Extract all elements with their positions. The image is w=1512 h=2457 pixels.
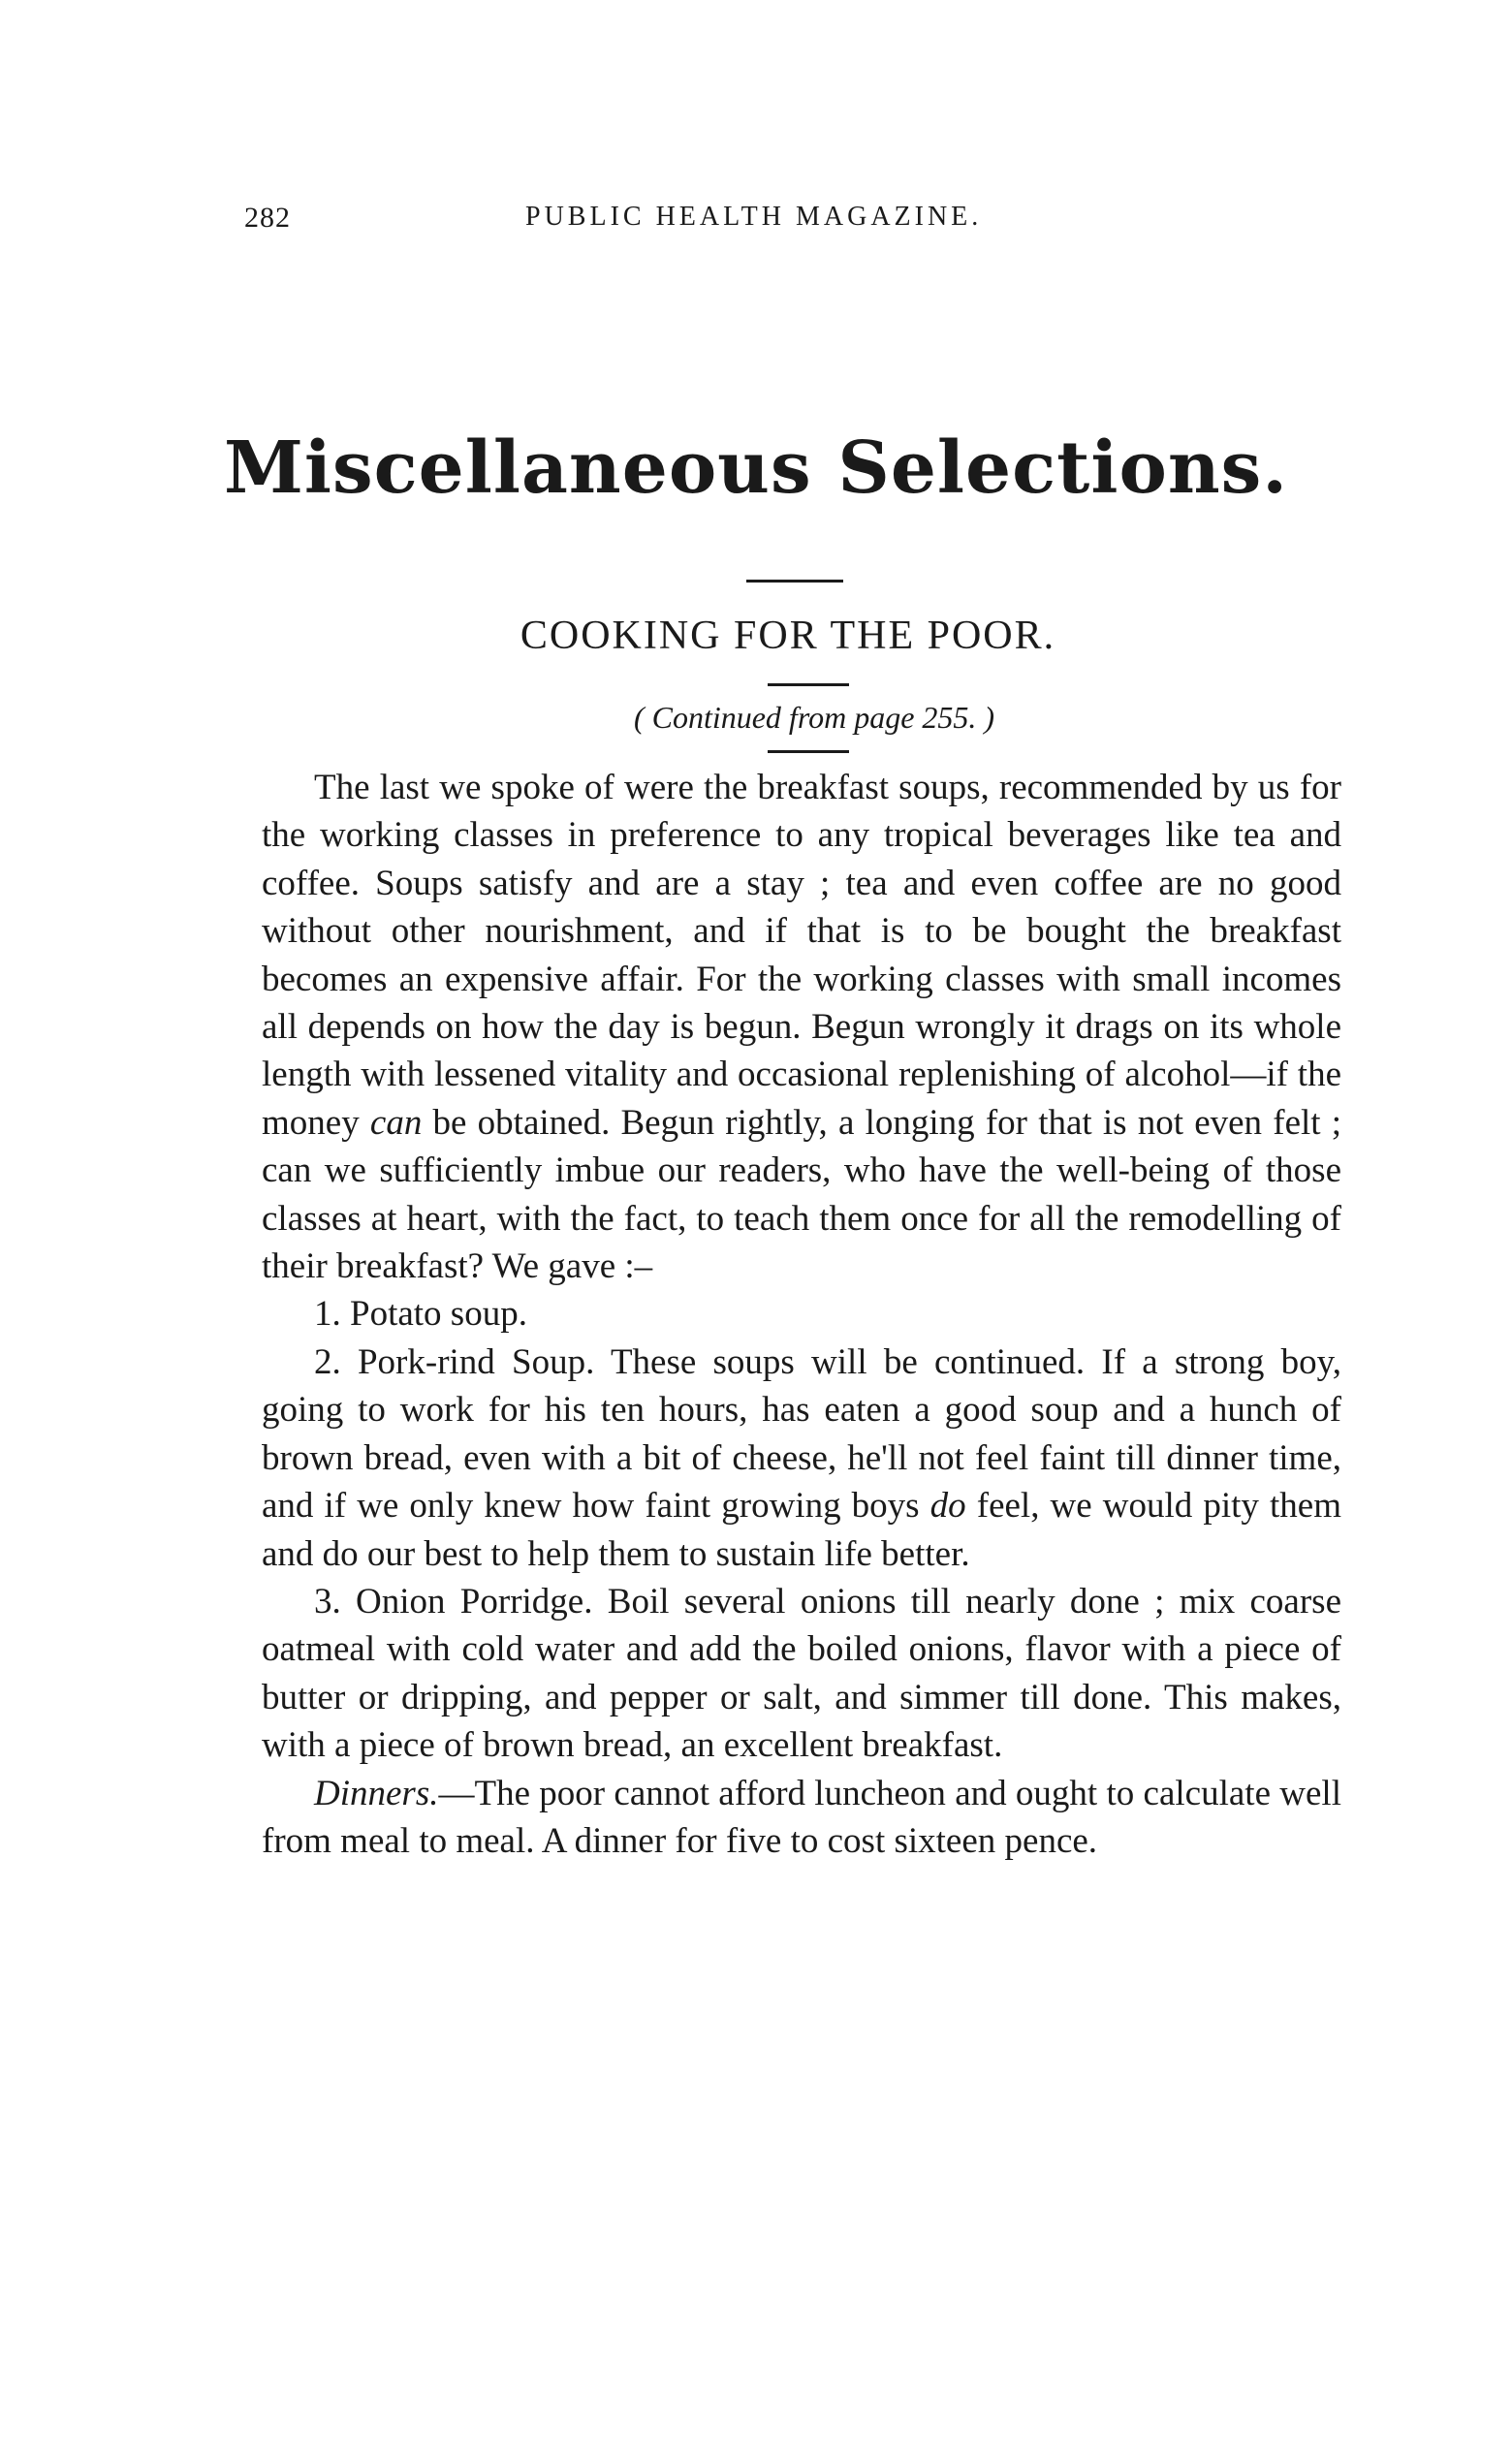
divider-rule <box>768 683 849 686</box>
article-body <box>262 764 1341 1865</box>
list-item-label: 2. Pork-rind Soup. <box>314 1341 595 1382</box>
continuation-note: ( Continued from page 255. ) <box>633 700 995 735</box>
divider-rule <box>768 750 849 753</box>
list-item-label: 1. Potato soup. <box>314 1294 527 1335</box>
list-item-potato-soup <box>262 1290 1341 1338</box>
divider-rule <box>746 580 843 583</box>
paragraph-dinners <box>262 1770 1341 1866</box>
italic-word: do <box>929 1486 966 1527</box>
running-head <box>244 202 1223 240</box>
list-item-label: 3. Onion Porridge. <box>314 1581 593 1622</box>
paragraph-text: feel, we would pity them and do our best to help them to sustain life better. <box>262 1486 1341 1574</box>
paragraph-text: —The poor cannot afford luncheon and ought to calculate well from meal to meal. A dinner for five to cost sixteen pence. <box>262 1773 1341 1861</box>
page-number: 282 <box>244 202 291 234</box>
journal-name: PUBLIC HEALTH MAGAZINE. <box>525 202 983 232</box>
section-title: Miscellaneous Selections. <box>223 426 1289 510</box>
paragraph-text: The last we spoke of were the breakfast soups, recommended by us for the working classes in preference to any tropical beverages like tea and coffee. Soups satisfy and are a stay ; tea and even coffee are no good without other nourishment, and if that is to be bought the breakfast becomes an expensive affair. For the working classes with small incomes all depends on how the day is begun. Begun wrongly it drags on its whole length with lessened vitality and occasional replenishing of alcohol—if the money <box>262 768 1341 1143</box>
paragraph-text: These soups will be continued. If a strong boy, going to work for his ten hours, has eaten a good soup and a hunch of brown bread, even with a bit of cheese, he'll not feel faint till dinner time, and if we only knew how faint growing boys <box>262 1341 1341 1527</box>
subheading-dinners: Dinners. <box>314 1773 439 1813</box>
list-item-pork-rind-soup <box>262 1339 1341 1578</box>
paragraph-text: be obtained. Begun rightly, a longing for that is not even felt ; can we sufficiently imbue our readers, who have the well-being of those classes at heart, with the fact, to teach them once for all the remodelling of their breakfast? We gave :– <box>262 1102 1342 1287</box>
paragraph-text: Boil several onions till nearly done ; mix coarse oatmeal with cold water and add the boiled onions, flavor with a piece of butter or dripping, and pepper or salt, and simmer till done. This makes, with a piece of brown bread, an excellent breakfast. <box>262 1581 1341 1766</box>
list-item-onion-porridge <box>262 1578 1341 1770</box>
article-title: COOKING FOR THE POOR. <box>520 614 1056 658</box>
paragraph-intro <box>262 764 1341 1290</box>
italic-word: can <box>369 1102 423 1143</box>
